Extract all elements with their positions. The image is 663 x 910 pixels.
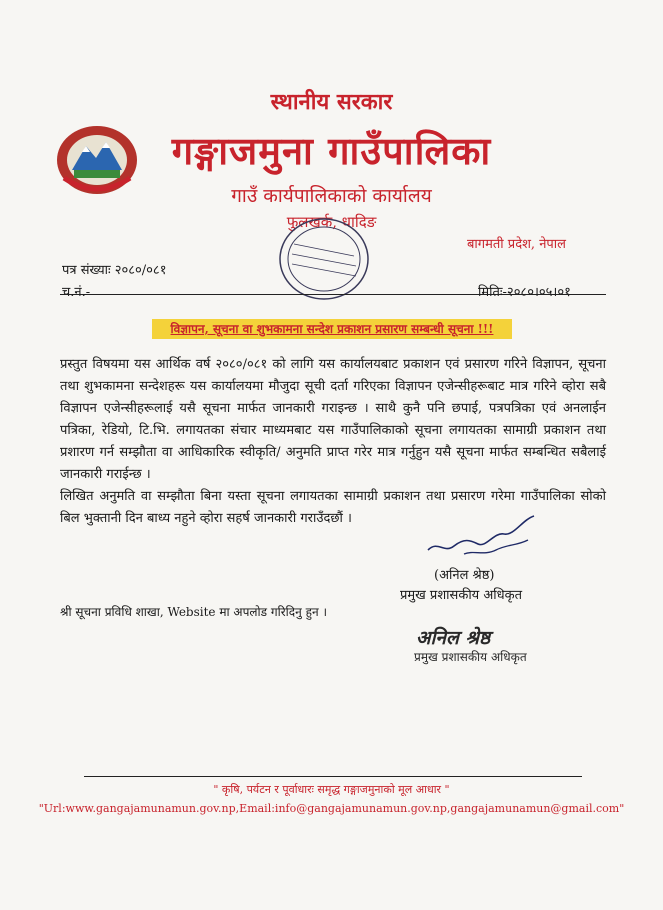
notice-body	[60, 354, 606, 530]
letter-date: मितिः-२०८०।०५।०१	[478, 285, 571, 300]
footer-divider	[84, 776, 582, 777]
office-location: फुलखर्क, धादिङ	[286, 213, 377, 231]
body-paragraph-2: लिखित अनुमति वा सम्झौता बिना यस्ता सूचना लगायतका सामाग्री प्रकाशन तथा प्रसारण गरेमा गाउँपालिका सोको बिल भुक्तानी दिन बाध्य नहुने व्होरा सहर्ष जानकारी गराउँदछौं ।	[60, 489, 606, 526]
footer-contact: "Url:www.gangajamunamun.gov.np,Email:info@gangajamunamun.gov.np,gangajamunamun@gmail.com"	[38, 802, 625, 815]
dispatch-number: च.नं.-	[62, 285, 91, 300]
cc-note: श्री सूचना प्रविधि शाखा, Website मा अपलोड गरिदिनु हुन ।	[60, 605, 328, 619]
handwritten-signature-icon	[424, 510, 544, 560]
office-name: गाउँ कार्यपालिकाको कार्यालय	[231, 185, 432, 207]
municipality-title: गङ्गाजमुना गाउँपालिका	[171, 128, 492, 173]
name-stamp: अनिल श्रेष्ठ	[416, 627, 491, 649]
signatory-title: प्रमुख प्रशासकीय अधिकृत	[400, 588, 523, 603]
signatory-name: (अनिल श्रेष्ठ)	[434, 568, 495, 583]
province-label: बागमती प्रदेश, नेपाल	[467, 237, 566, 252]
office-seal-icon	[276, 214, 372, 304]
body-paragraph-1: प्रस्तुत विषयमा यस आर्थिक वर्ष २०८०/०८१ को लागि यस कार्यालयबाट प्रकाशन एवं प्रसारण गरिने विज्ञापन, सूचना तथा शुभकामना सन्देशहरू यस कार्यालयमा मौजुदा सूची दर्ता गरिएका विज्ञापन एजेन्सीहरूबाट मात्र गरिने व्होरा सबै विज्ञापन एजेन्सीहरूलाई यसै सूचना मार्फत जानकारी गराइन्छ । साथै कुनै पनि छपाई, पत्रपत्रिका एवं अनलाईन पत्रिका, रेडियो, टि.भि. लगायतका संचार माध्यमबाट यस गाउँपालिकाको सूचना लगायतका सामाग्री प्रकाशन तथा प्रशारण गर्न सम्झौता वा आधिकारिक स्वीकृति/ अनुमति प्राप्त गरेर मात्र गर्नुहुन यसै सूचना मार्फत सम्बन्धित सबैलाई जानकारी गराईन्छ ।	[60, 357, 606, 482]
letter-number: पत्र संख्याः २०८०/०८१	[62, 263, 167, 278]
notice-subject: विज्ञापन, सूचना वा शुभकामना सन्देश प्रकाशन प्रसारण सम्बन्धी सूचना !!!	[152, 319, 512, 339]
local-gov-heading: स्थानीय सरकार	[270, 89, 393, 115]
header-divider	[60, 294, 606, 295]
footer-motto: " कृषि, पर्यटन र पूर्वाधारः समृद्ध गङ्गाजमुनाको मूल आधार "	[213, 783, 450, 796]
name-stamp-title: प्रमुख प्रशासकीय अधिकृत	[414, 650, 527, 664]
